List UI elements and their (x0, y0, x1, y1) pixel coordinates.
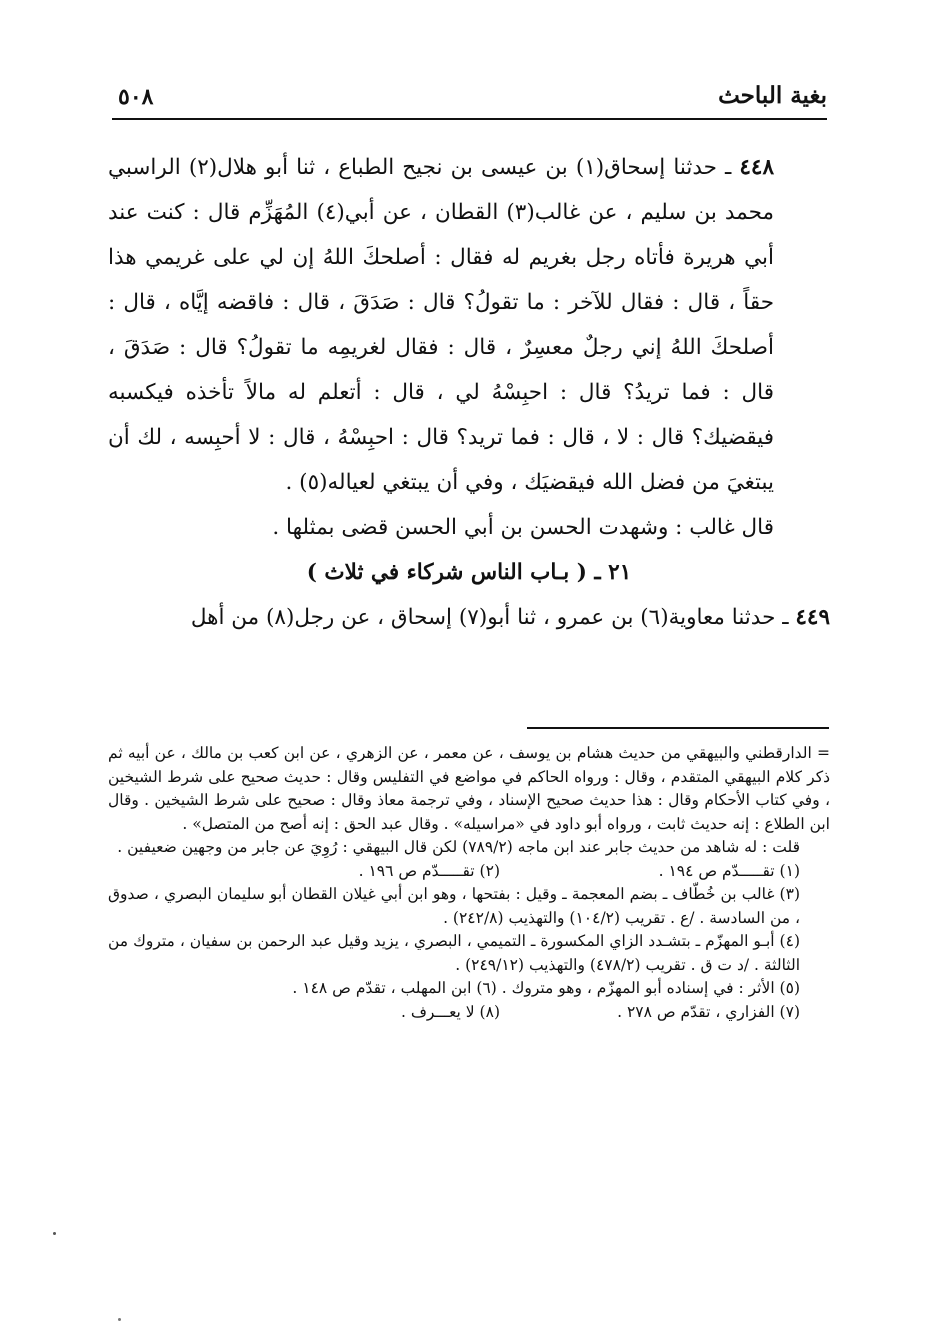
footnote-4: (٤) أبـو المهزّم ـ بتشـدد الزاي المكسورة ـ التميمي ، البصري ، يزيد وقيل عبد الرحمن بن سفيان ، متروك من الثالثة . /د ت ق . تقريب (٤٧٨/٢) والتهذيب (٢٤٩/١٢) . (108, 932, 800, 974)
running-title: بغية الباحث (718, 82, 827, 109)
footnote-2: (٢) تقـــــدّم ص ١٩٦ . (358, 861, 500, 880)
hadith-448-number: ٤٤٨ (739, 155, 774, 180)
ghalib-statement: قال غالب : وشهدت الحسن بن أبي الحسن قضى بمثلها . (272, 515, 774, 540)
chapter-heading: ٢١ ـ ( بـاب الناس شركاء في ثلاث ) (306, 560, 632, 585)
page-number: ٥٠٨ (118, 84, 154, 110)
footnote-5-6: (٥) الأثر : في إسناده أبو المهزّم ، وهو متروك . (٦) ابن المهلب ، تقدّم ص ١٤٨ . (292, 979, 800, 997)
footnote-separator (527, 727, 829, 729)
hadith-449: ٤٤٩ ـ حدثنا معاوية(٦) بن عمرو ، ثنا أبو(٧) إسحاق ، عن رجل(٨) من أهل (190, 605, 830, 630)
footnote-8: (٨) لا يعـــرف . (400, 1002, 500, 1021)
hadith-448: ٤٤٨ ـ حدثنا إسحاق(١) بن عيسى بن نجيح الطباع ، ثنا أبو هلال(٢) الراسبي محمد بن سليم ، عن غالب(٣) القطان ، عن أبي(٤) المُهَزِّم قال : كنت عند أبي هريرة فأتاه رجل بغريم له فقال : أصلحكَ اللهُ إن لي على غريمي هذا حقاً ، قال : فقال للآخر : ما تقولُ؟ قال : صَدَقَ ، قال : فاقضه إيَّاه ، قال : أصلحكَ اللهُ إني رجلٌ معسِرٌ ، قال : فقال لغريمِه ما تقولُ؟ قال : صَدَقَ ، قال : فما تريدُ؟ قال : احبِسْهُ لي ، قال : أتعلم له مالاً تأخذه فيكسبه فيقضيك؟ قال : لا ، قال : فما تريد؟ قال : احبِسْهُ ، قال : لا أحبِسه ، لك أن يبتغيَ من فضل الله فيقضيَك ، وفي أن يبتغي لعياله(٥) . (108, 155, 774, 495)
footnote-continued: = الدارقطني والبيهقي من حديث هشام بن يوسف ، عن معمر ، عن الزهري ، عن ابن كعب بن مالك ، عن أبيه ثم ذكر كلام البيهقي المتقدم ، وقال : ورواه الحاكم في مواضع في التفليس وقال : حديث صحيح على شرط الشيخين ، وفي كتاب الأحكام وقال : هذا حديث صحيح الإسناد ، وفي ترجمة معاذ وقال : صحيح على شرط الشيخين . وقال ابن الطلاع : إنه حديث ثابت ، ورواه أبو داود في «مراسيله» . وقال عبد الحق : إنه أصح من المتصل» . (108, 744, 830, 833)
hadith-448-text: حدثنا إسحاق(١) بن عيسى بن نجيح الطباع ، ثنا أبو هلال(٢) الراسبي محمد بن سليم ، عن غالب(٣) القطان ، عن أبي(٤) المُهَزِّم قال : كنت عند أبي هريرة فأتاه رجل بغريم له فقال : أصلحكَ اللهُ إن لي على غريمي هذا حقاً ، قال : فقال للآخر : ما تقولُ؟ قال : صَدَقَ ، قال : فاقضه إيَّاه ، قال : أصلحكَ اللهُ إني رجلٌ معسِرٌ ، قال : فقال لغريمِه ما تقولُ؟ قال : صَدَقَ ، قال : فما تريدُ؟ قال : احبِسْهُ لي ، قال : أتعلم له مالاً تأخذه فيكسبه فيقضيك؟ قال : لا ، قال : فما تريد؟ قال : احبِسْهُ ، قال : لا أحبِسه ، لك أن يبتغيَ من فضل الله فيقضيَك ، وفي أن يبتغي لعياله(٥) . (108, 155, 774, 495)
footnotes (108, 742, 830, 1024)
main-text (108, 145, 830, 640)
footnote-row-7-8 (108, 1001, 830, 1025)
footnote-row-1-2 (108, 860, 830, 884)
footnote-1: (١) تقـــــدّم ص ١٩٤ . (658, 861, 800, 880)
scan-speck (118, 1318, 121, 1321)
footnote-qultu: قلت : له شاهد من حديث جابر عند ابن ماجه (٧٨٩/٢) لكن قال البيهقي : رُوِيَ عن جابر من وجهين ضعيفين . (117, 838, 800, 856)
page-header (112, 78, 827, 120)
footnote-7: (٧) الفزاري ، تقدّم ص ٢٧٨ . (617, 1002, 800, 1021)
footnote-3: (٣) غالب بن خُطّاف ـ بضم المعجمة ـ وقيل : بفتحها ، وهو ابن أبي غيلان القطان أبو سليمان البصري ، صدوق ، من السادسة . /ع . تقريب (١٠٤/٢) والتهذيب (٢٤٢/٨) . (108, 885, 800, 927)
scan-speck (53, 1232, 56, 1235)
hadith-449-text: حدثنا معاوية(٦) بن عمرو ، ثنا أبو(٧) إسحاق ، عن رجل(٨) من أهل (190, 605, 776, 630)
hadith-449-number: ٤٤٩ (795, 605, 830, 630)
